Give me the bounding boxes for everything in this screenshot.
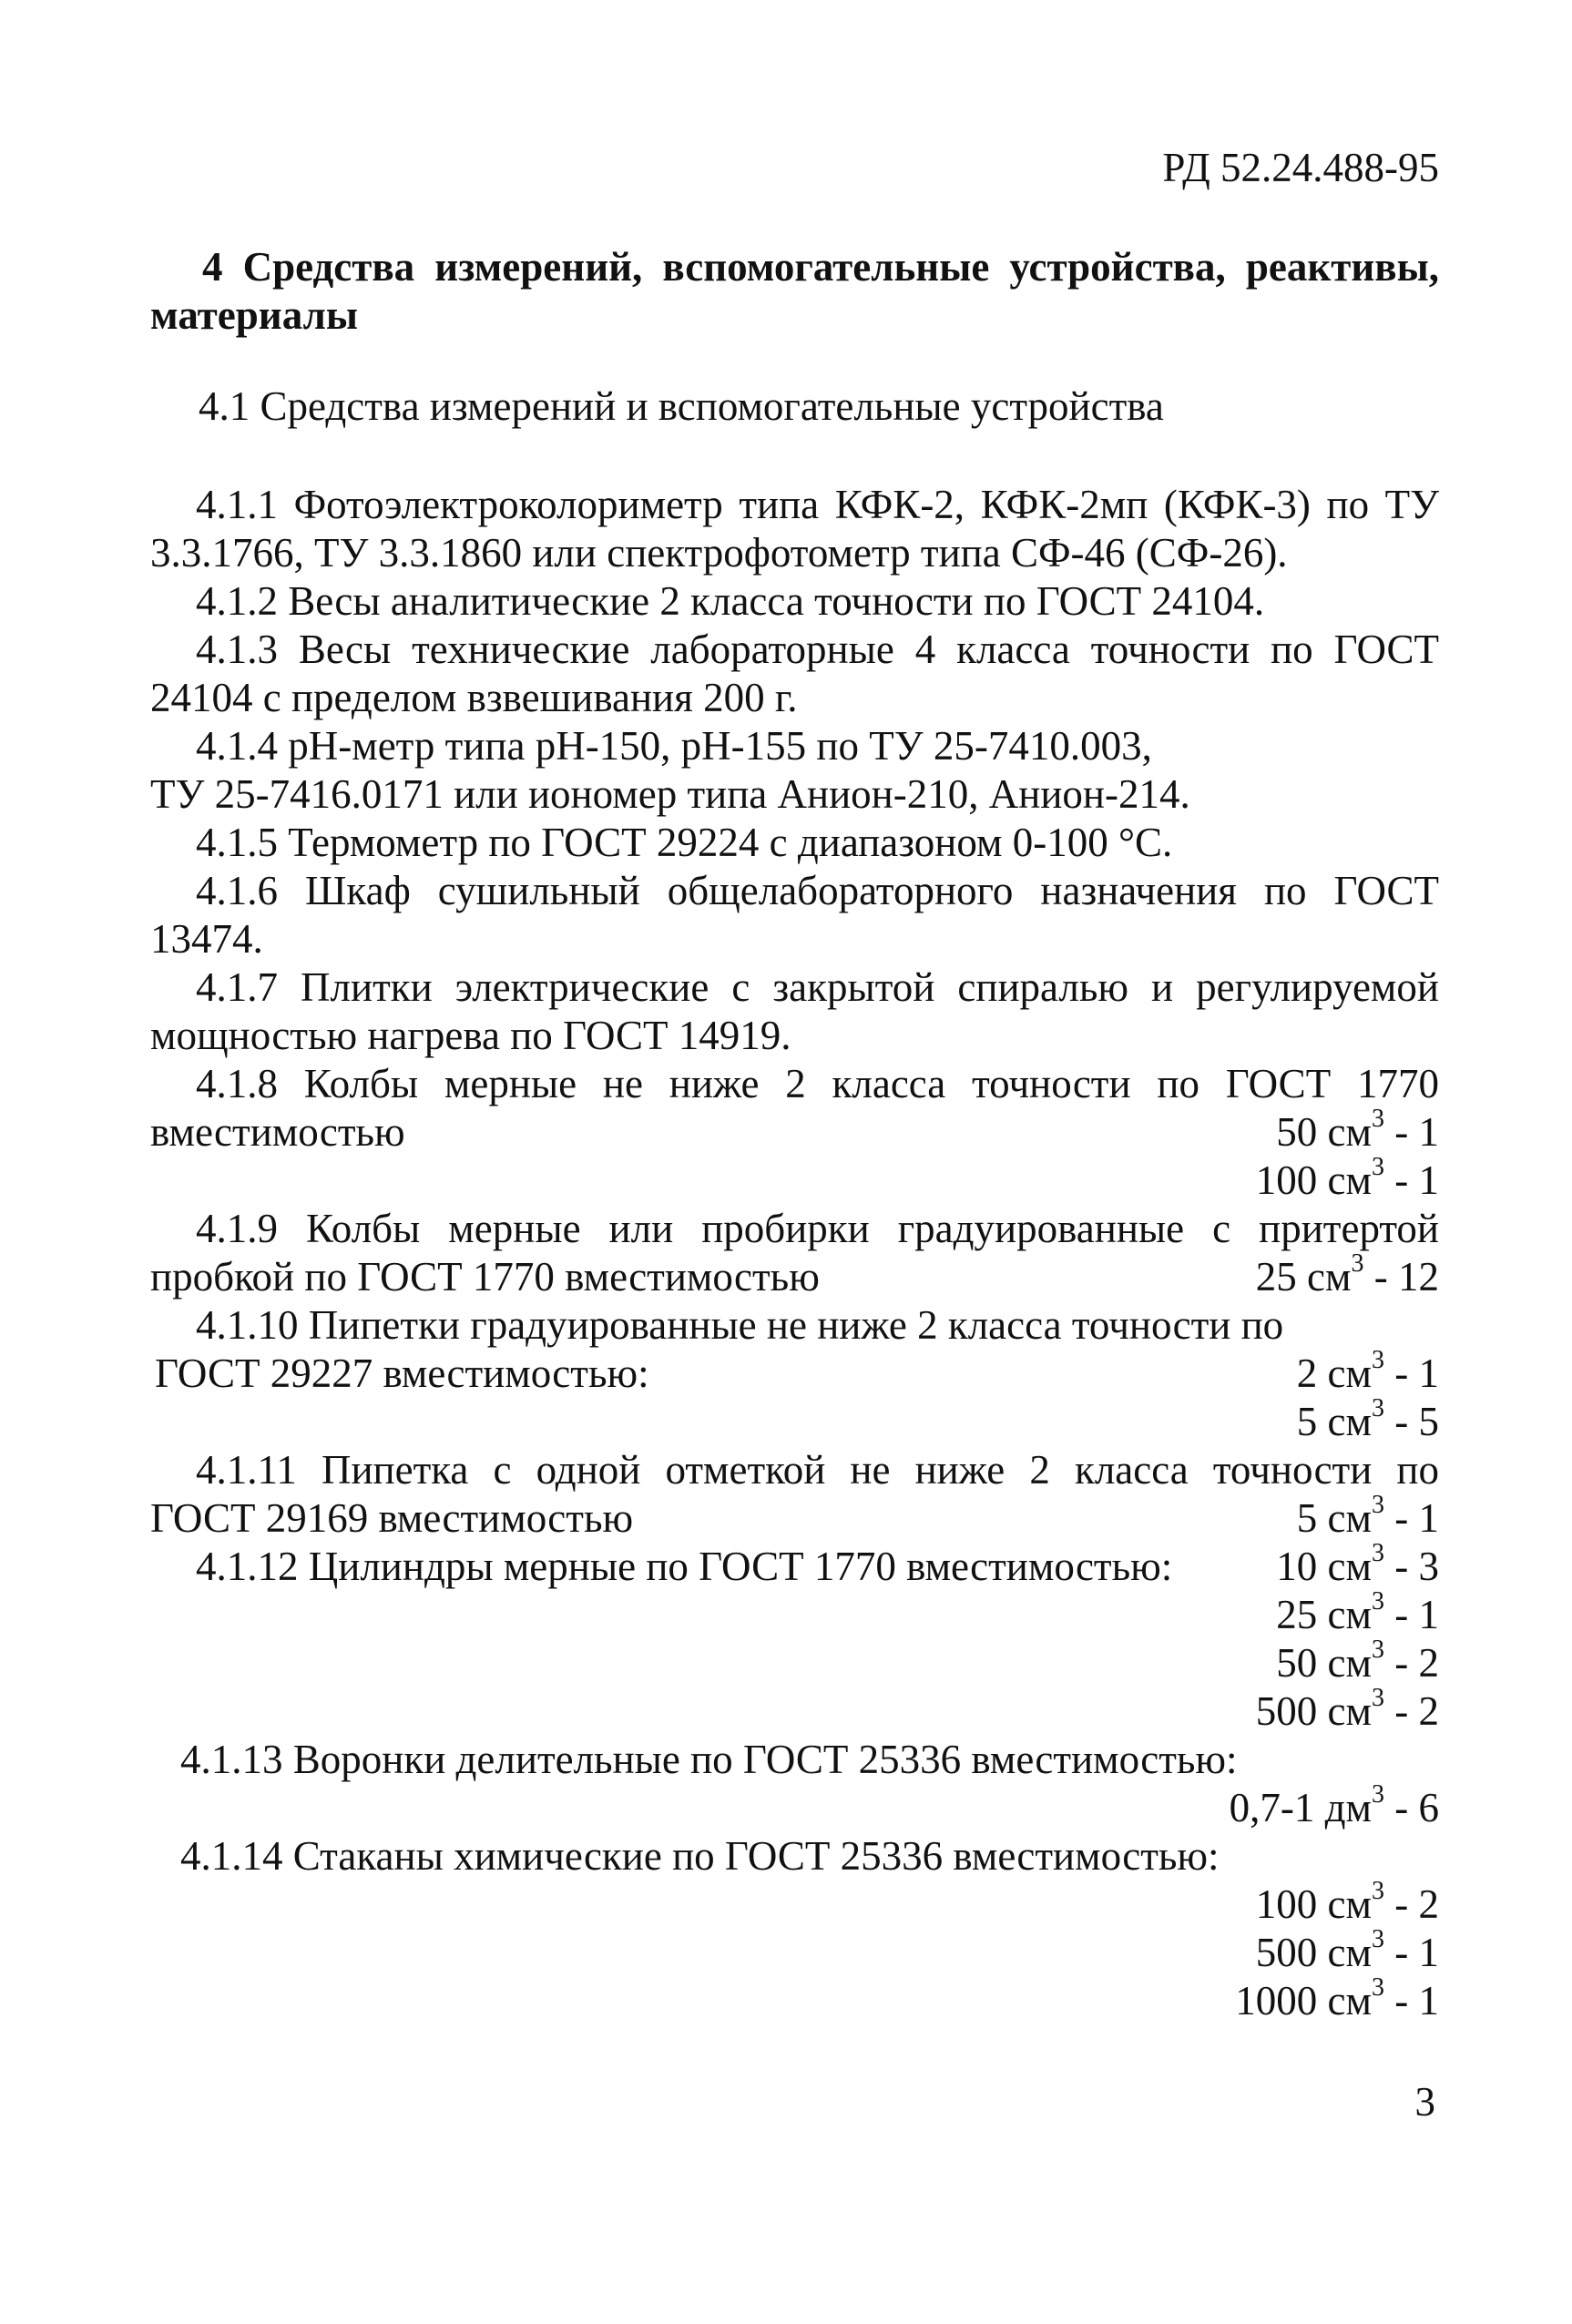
- item-4-1-1-line1: 4.1.1 Фотоэлектроколориметр типа КФК-2, КФК-2мп (КФК-3) по ТУ: [196, 482, 1439, 527]
- item-4-1-7-line2: мощностью нагрева по ГОСТ 14919.: [150, 1013, 791, 1058]
- item-4-1-3-line2: 24104 с пределом взвешивания 200 г.: [150, 675, 798, 720]
- item-4-1-4-line1: 4.1.4 pH-метр типа pH-150, pH-155 по ТУ 25-7410.003,: [196, 723, 1152, 769]
- item-4-1-7-line1: 4.1.7 Плитки электрические с закрытой спиралью и регулируемой: [196, 964, 1439, 1010]
- item-4-1-5: 4.1.5 Термометр по ГОСТ 29224 с диапазоном 0-100 °С.: [196, 820, 1173, 865]
- item-4-1-9-line2: пробкой по ГОСТ 1770 вместимостью: [150, 1254, 820, 1300]
- item-4-1-11-line1: 4.1.11 Пипетка с одной отметкой не ниже 2 класса точности по: [196, 1447, 1439, 1493]
- item-4-1-12: 4.1.12 Цилиндры мерные по ГОСТ 1770 вместимостью:: [196, 1544, 1173, 1589]
- capacity-value: 500 $см^3 - 2$: [1255, 1684, 1439, 1734]
- capacity-value: 25 $см^3 - 12$: [1255, 1249, 1439, 1300]
- item-4-1-13: 4.1.13 Воронки делительные по ГОСТ 25336 вместимостью:: [180, 1737, 1238, 1782]
- item-4-1-3-line1: 4.1.3 Весы технические лабораторные 4 класса точности по ГОСТ: [196, 627, 1439, 672]
- section-heading-line1: 4 Средства измерений, вспомогательные устройства, реактивы,: [202, 244, 1439, 290]
- capacity-value: 5 $см^3 - 5$: [1296, 1394, 1439, 1444]
- section-heading-line2: материалы: [150, 292, 358, 338]
- item-4-1-10-line1: 4.1.10 Пипетки градуированные не ниже 2 класса точности по: [196, 1302, 1284, 1348]
- item-4-1-11-line2: ГОСТ 29169 вместимостью: [150, 1495, 634, 1541]
- page-number: 3: [1414, 2079, 1435, 2125]
- item-4-1-8-line2: вместимостью: [150, 1109, 405, 1155]
- capacity-value: 1000 $см^3 - 1$: [1235, 1973, 1439, 2023]
- item-4-1-2: 4.1.2 Весы аналитические 2 класса точности по ГОСТ 24104.: [196, 578, 1265, 624]
- capacity-value: 500 $см^3 - 1$: [1255, 1925, 1439, 1975]
- subsection-heading: 4.1 Средства измерений и вспомогательные устройства: [199, 383, 1164, 429]
- capacity-value: 50 $см^3 - 2$: [1276, 1636, 1439, 1686]
- item-4-1-10-line2: ГОСТ 29227 вместимостью:: [155, 1351, 649, 1396]
- capacity-value: 50 $см^3 - 1$: [1276, 1105, 1439, 1155]
- capacity-value: 0,7-1 $дм^3 - 6$: [1229, 1780, 1439, 1830]
- capacity-value: 25 $см^3 - 1$: [1276, 1587, 1439, 1637]
- capacity-value: 2 $см^3 - 1$: [1296, 1346, 1439, 1396]
- capacity-value: 100 $см^3 - 1$: [1255, 1153, 1439, 1203]
- capacity-value: 10 $см^3 - 3$: [1276, 1539, 1439, 1589]
- item-4-1-4-line2: ТУ 25-7416.0171 или иономер типа Анион-210, Анион-214.: [150, 771, 1190, 817]
- capacity-value: 100 $см^3 - 2$: [1255, 1877, 1439, 1927]
- item-4-1-6-line2: 13474.: [150, 916, 263, 962]
- item-4-1-14: 4.1.14 Стаканы химические по ГОСТ 25336 вместимостью:: [180, 1833, 1220, 1879]
- item-4-1-9-line1: 4.1.9 Колбы мерные или пробирки градуированные с притертой: [196, 1206, 1439, 1251]
- item-4-1-8-line1: 4.1.8 Колбы мерные не ниже 2 класса точности по ГОСТ 1770: [196, 1061, 1439, 1106]
- document-id: РД 52.24.488-95: [1162, 145, 1439, 190]
- capacity-value: 5 $см^3 - 1$: [1296, 1491, 1439, 1541]
- item-4-1-1-line2: 3.3.1766, ТУ 3.3.1860 или спектрофотометр типа СФ-46 (СФ-26).: [150, 530, 1288, 576]
- item-4-1-6-line1: 4.1.6 Шкаф сушильный общелабораторного назначения по ГОСТ: [196, 868, 1439, 913]
